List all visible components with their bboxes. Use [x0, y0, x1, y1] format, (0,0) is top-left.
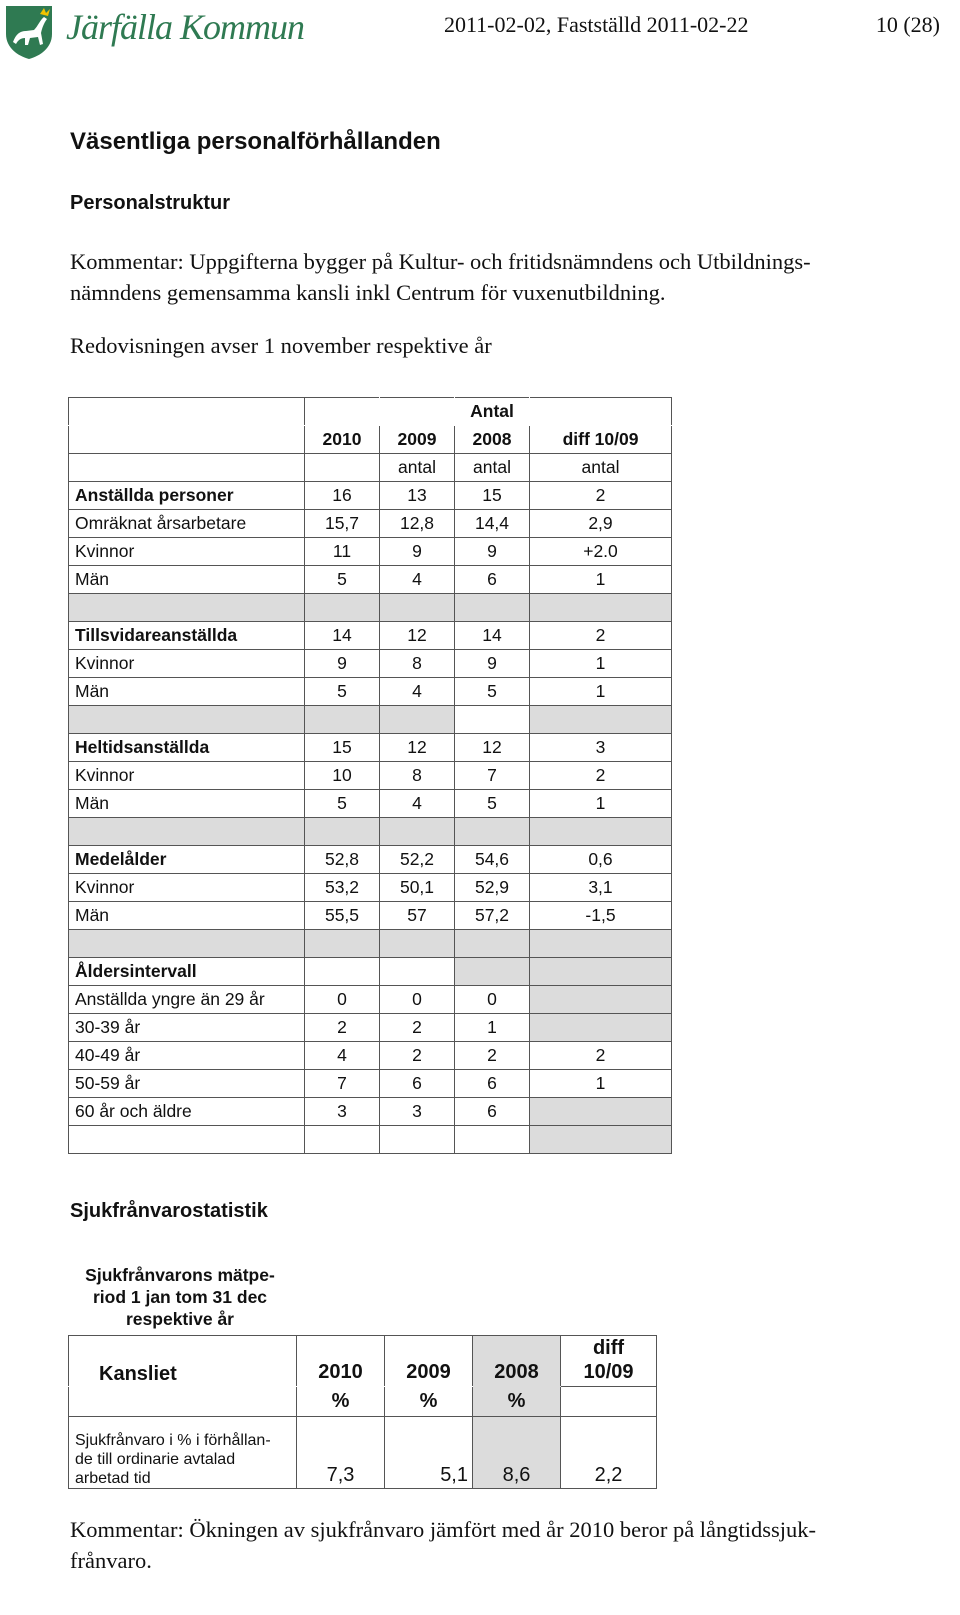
caption-line: respektive år: [126, 1309, 234, 1329]
section-heading-sjukfranvaro: Sjukfrånvarostatistik: [70, 1200, 268, 1222]
row-label: Kvinnor: [69, 538, 305, 566]
row-label: Män: [69, 566, 305, 594]
unit-cell: antal: [380, 454, 455, 482]
row-label: Kvinnor: [69, 762, 305, 790]
table-caption: [70, 1264, 290, 1330]
row-label: Anställda yngre än 29 år: [69, 986, 305, 1014]
comment-line: frånvaro.: [70, 1548, 152, 1573]
unit-cell: [305, 454, 380, 482]
row-label: Anställda personer: [69, 482, 305, 510]
table-row: [69, 958, 672, 986]
page-title: Väsentliga personalförhållanden: [70, 128, 441, 155]
page-number: 10 (28): [875, 12, 940, 37]
coat-of-arms-icon: [4, 4, 54, 60]
row-label: Sjukfrånvaro i % i förhållan- de till ordinarie avtalad arbetad tid: [69, 1417, 297, 1489]
table-row: 30-39 år 2 2 1: [69, 1014, 672, 1042]
comment-paragraph: [70, 246, 950, 308]
row-label: Män: [69, 678, 305, 706]
row-label: Män: [69, 790, 305, 818]
table-row: 40-49 år 4 2 2 2: [69, 1042, 672, 1070]
table-row: Medelålder 52,8 52,2 54,6 0,6: [69, 846, 672, 874]
unit-cell: %: [385, 1387, 473, 1417]
row-label: 40-49 år: [69, 1042, 305, 1070]
column-header: 2009: [380, 426, 455, 454]
page-header: [0, 0, 960, 60]
personnel-structure-table: [68, 397, 672, 1154]
row-label: Åldersintervall: [69, 958, 305, 986]
caption-line: riod 1 jan tom 31 dec: [92, 1287, 268, 1307]
diff-header: diff 10/09: [561, 1336, 657, 1387]
table-row: Sjukfrånvaro i % i förhållan- de till ordinarie avtalad arbetad tid 7,3 5,1 8,6 2,2: [69, 1417, 657, 1489]
unit-cell: antal: [455, 454, 530, 482]
unit-row: [69, 1387, 657, 1417]
column-header: 2010: [297, 1336, 385, 1387]
spacer-row: [69, 818, 672, 846]
column-header: 2010: [305, 426, 380, 454]
spacer-row: [69, 706, 672, 734]
spacer-row: [69, 594, 672, 622]
table-row: 50-59 år 7 6 6 1: [69, 1070, 672, 1098]
row-label: Omräknat årsarbetare: [69, 510, 305, 538]
row-label: 60 år och äldre: [69, 1098, 305, 1126]
table-row: Män 5 4 5 1: [69, 790, 672, 818]
table-row: 60 år och äldre 3 3 6: [69, 1098, 672, 1126]
table-row: [69, 398, 672, 426]
row-label: Kvinnor: [69, 874, 305, 902]
table-row: Kvinnor 9 8 9 1: [69, 650, 672, 678]
table-row: Män 55,5 57 57,2 -1,5: [69, 902, 672, 930]
table-row: Män 5 4 6 1: [69, 566, 672, 594]
document-date: 2011-02-02, Fastställd 2011-02-22: [444, 12, 749, 37]
table-header-row: [69, 426, 672, 454]
row-label: Män: [69, 902, 305, 930]
table-row: Heltidsanställda 15 12 12 3: [69, 734, 672, 762]
municipality-logo: [4, 4, 305, 62]
section-heading-personalstruktur: Personalstruktur: [70, 192, 231, 214]
column-header: diff 10/09: [530, 426, 672, 454]
table-header-row: [69, 1336, 657, 1387]
comment-line: Kommentar: Ökningen av sjukfrånvaro jämfört med år 2010 beror på långtidssjuk-: [70, 1517, 817, 1542]
unit-row: [69, 454, 672, 482]
logo-wordmark: Järfälla Kommun: [66, 7, 305, 47]
row-label: Tillsvidareanställda: [69, 622, 305, 650]
row-label: 30-39 år: [69, 1014, 305, 1042]
group-header: Antal: [455, 398, 530, 426]
sick-leave-table: [68, 1335, 657, 1489]
row-label: Kvinnor: [69, 650, 305, 678]
column-header: 2009: [385, 1336, 473, 1387]
spacer-row: [69, 930, 672, 958]
column-header: 2008: [473, 1336, 561, 1387]
table-row: Anställda personer 16 13 15 2: [69, 482, 672, 510]
row-header: Kansliet: [69, 1336, 297, 1387]
spacer-row: [69, 1126, 672, 1154]
report-note: Redovisningen avser 1 november respektive år: [70, 333, 492, 358]
caption-line: Sjukfrånvarons mätpe-: [85, 1265, 275, 1285]
table-row: Tillsvidareanställda 14 12 14 2: [69, 622, 672, 650]
column-header: 2008: [455, 426, 530, 454]
comment-line: nämndens gemensamma kansli inkl Centrum för vuxenutbildning.: [70, 280, 666, 305]
table-row: Kvinnor 11 9 9 +2.0: [69, 538, 672, 566]
row-label: Medelålder: [69, 846, 305, 874]
table-row: Omräknat årsarbetare 15,7 12,8 14,4 2,9: [69, 510, 672, 538]
row-label: Heltidsanställda: [69, 734, 305, 762]
row-label: 50-59 år: [69, 1070, 305, 1098]
unit-cell: %: [473, 1387, 561, 1417]
table-row: Anställda yngre än 29 år 0 0 0: [69, 986, 672, 1014]
comment-line: Kommentar: Uppgifterna bygger på Kultur- och fritidsnämndens och Utbildnings-: [70, 249, 811, 274]
unit-cell: antal: [530, 454, 672, 482]
table-row: Kvinnor 53,2 50,1 52,9 3,1: [69, 874, 672, 902]
unit-cell: %: [297, 1387, 385, 1417]
comment-paragraph-sick-leave: [70, 1514, 950, 1576]
table-row: Män 5 4 5 1: [69, 678, 672, 706]
table-row: Kvinnor 10 8 7 2: [69, 762, 672, 790]
